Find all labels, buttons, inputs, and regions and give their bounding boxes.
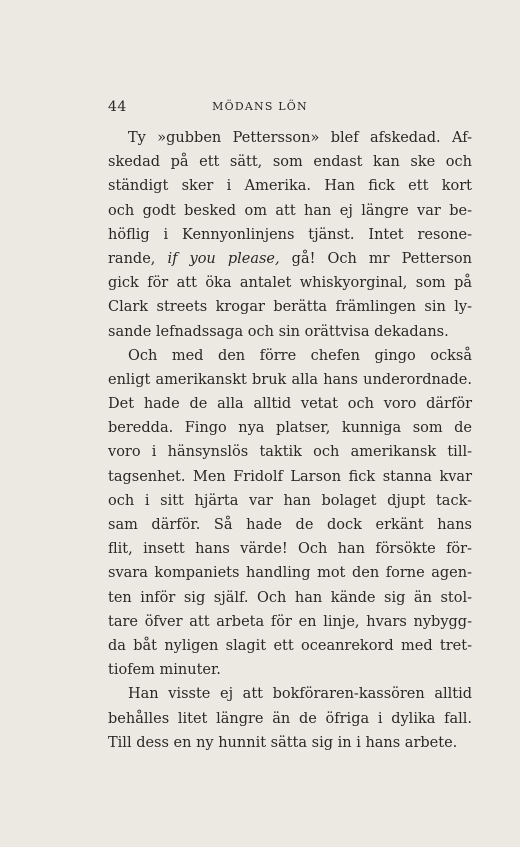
text-line: höflig i Kennyonlinjens tjänst. Intet resone- — [108, 226, 472, 243]
running-title: MÖDANS LÖN — [212, 100, 308, 113]
text-line: Han visste ej att bokföraren-kassören alltid — [128, 686, 472, 703]
text-line: tare öfver att arbeta för en linje, hvars nybygg- — [108, 613, 472, 630]
text-line: flit, insett hans värde! Och han försökte för- — [108, 541, 472, 558]
text-line: svara kompaniets handling mot den forne agen- — [108, 565, 472, 582]
text-line: skedad på ett sätt, som endast kan ske och — [108, 154, 472, 171]
text-line: Ty »gubben Pettersson» blef afskedad. Af- — [128, 130, 472, 146]
text-line: sam därför. Så hade de dock erkänt hans — [108, 517, 472, 533]
text-line: och i sitt hjärta var han bolaget djupt tack- — [108, 492, 472, 509]
running-head — [0, 99, 520, 115]
text-line: Till dess en ny hunnit sätta sig in i hans arbete. — [108, 734, 458, 751]
text-line: Clark streets krogar berätta främlingen sin ly- — [108, 299, 472, 316]
italic-phrase: if you please, — [167, 250, 280, 267]
text-line: Och med den förre chefen gingo också — [128, 347, 472, 364]
text-line: enligt amerikanskt bruk alla hans underordnade. — [108, 371, 472, 388]
page-number: 44 — [108, 99, 127, 115]
text-line: tagsenhet. Men Fridolf Larson fick stanna kvar — [108, 468, 472, 485]
text-line: tiofem minuter. — [108, 662, 221, 679]
text-line: behålles litet längre än de öfriga i dylika fall. — [108, 710, 472, 727]
text-line: ten inför sig själf. Och han kände sig än stol- — [108, 589, 472, 606]
text-line: ständigt sker i Amerika. Han fick ett kort — [108, 178, 472, 195]
text-segment: gå! Och mr Petterson — [279, 250, 472, 267]
text-segment: rande, — [108, 250, 168, 267]
text-line-mixed — [108, 247, 472, 271]
text-line: gick för att öka antalet whiskyorginal, som på — [108, 275, 472, 292]
text-line: voro i hänsynslös taktik och amerikansk till- — [108, 444, 472, 461]
body-text — [108, 126, 472, 755]
text-line: sande lefnadssaga och sin orättvisa dekadans. — [108, 323, 449, 340]
text-line: beredda. Fingo nya platser, kunniga som de — [108, 420, 472, 437]
text-line: och godt besked om att han ej längre var be- — [108, 202, 472, 219]
text-line: da båt nyligen slagit ett oceanrekord med tret- — [108, 637, 472, 654]
text-line: Det hade de alla alltid vetat och voro därför — [108, 396, 472, 413]
